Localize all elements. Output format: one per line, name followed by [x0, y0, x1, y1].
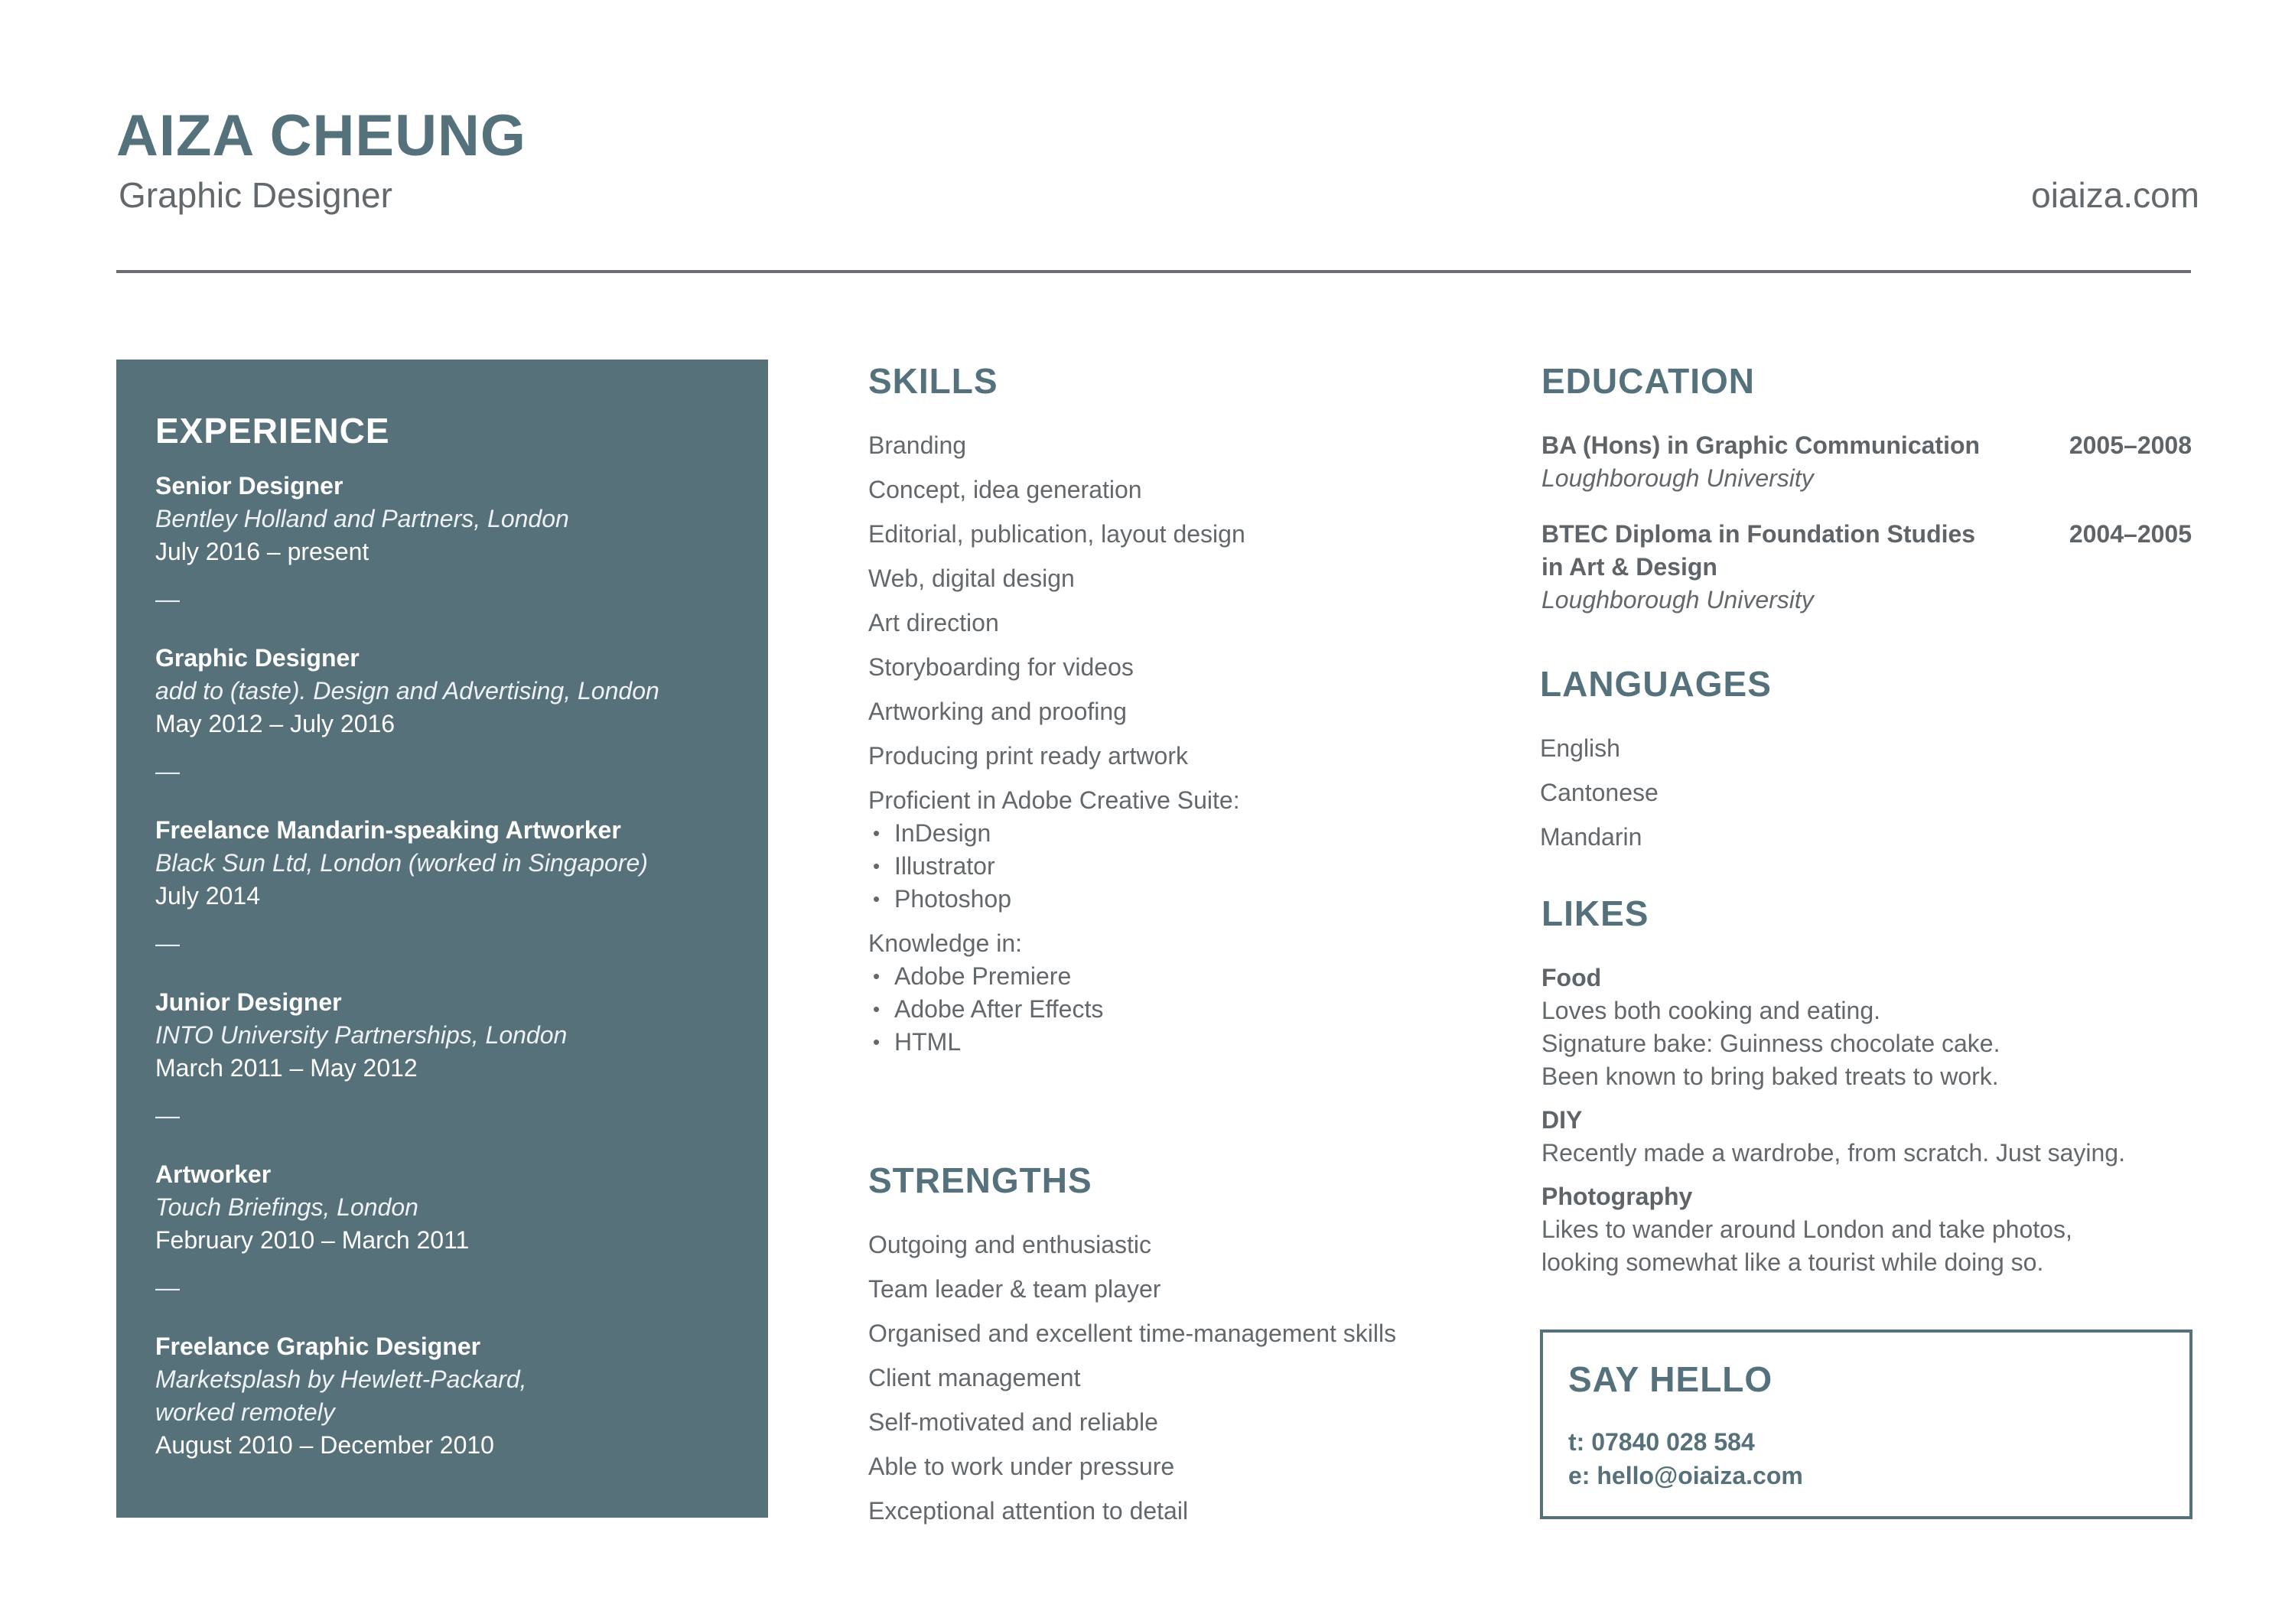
job-dates: May 2012 – July 2016 — [155, 710, 396, 737]
experience-item — [155, 1158, 737, 1257]
job-company: Marketsplash by Hewlett-Packard, — [155, 1365, 527, 1393]
skill-item: Editorial, publication, layout design — [868, 520, 1245, 548]
degree-school: Loughborough University — [1541, 464, 1814, 492]
job-company: Bentley Holland and Partners, London — [155, 505, 569, 532]
contact-email[interactable]: e: hello@oiaiza.com — [1568, 1462, 1803, 1489]
likes-section — [1541, 893, 2192, 1279]
language-item: Cantonese — [1540, 779, 1659, 806]
strengths-section — [868, 1160, 1496, 1528]
strengths-title: STRENGTHS — [868, 1160, 1092, 1200]
experience-item — [155, 986, 737, 1085]
strength-item: Exceptional attention to detail — [868, 1497, 1189, 1525]
like-text: looking somewhat like a tourist while doing so. — [1541, 1248, 2044, 1276]
strength-item: Self-motivated and reliable — [868, 1408, 1158, 1436]
skill-item: Art direction — [868, 609, 999, 636]
experience-separator: — — [155, 1102, 180, 1129]
strength-item: Client management — [868, 1364, 1081, 1391]
like-text: Likes to wander around London and take photos, — [1541, 1216, 2072, 1243]
skill-item: Artworking and proofing — [868, 698, 1127, 725]
education-entry — [1541, 429, 2192, 495]
experience-separator: — — [155, 757, 180, 785]
contact-phone[interactable]: t: 07840 028 584 — [1568, 1428, 1755, 1456]
job-title: Graphic Designer — [155, 644, 360, 672]
knowledge-skill: • Adobe After Effects — [868, 993, 1496, 1026]
adobe-skill: • Illustrator — [868, 850, 1496, 883]
header-divider — [116, 270, 2191, 273]
degree-title-line2: in Art & Design — [1541, 553, 1717, 581]
knowledge-label: Knowledge in: — [868, 929, 1023, 957]
job-title: Junior Designer — [155, 988, 342, 1016]
knowledge-skill: • HTML — [868, 1026, 1496, 1059]
knowledge-skill: • Adobe Premiere — [868, 960, 1496, 993]
job-title: Freelance Mandarin-speaking Artworker — [155, 816, 621, 844]
degree-school: Loughborough University — [1541, 586, 1814, 613]
contact-title: SAY HELLO — [1568, 1359, 1773, 1399]
education-title: EDUCATION — [1541, 361, 1756, 401]
adobe-skill: • Photoshop — [868, 883, 1496, 916]
skill-item: Producing print ready artwork — [868, 742, 1188, 770]
experience-panel — [116, 360, 768, 1518]
like-heading: DIY — [1541, 1106, 1583, 1134]
job-company: INTO University Partnerships, London — [155, 1021, 568, 1049]
strength-item: Able to work under pressure — [868, 1453, 1175, 1480]
job-company: Touch Briefings, London — [155, 1193, 418, 1221]
skills-title: SKILLS — [868, 361, 998, 401]
skill-item: Concept, idea generation — [868, 476, 1142, 503]
job-company: Black Sun Ltd, London (worked in Singapore) — [155, 849, 648, 877]
language-item: English — [1540, 734, 1620, 762]
experience-item — [155, 642, 737, 740]
job-dates: July 2014 — [155, 882, 260, 910]
education-entry — [1541, 518, 2192, 617]
experience-separator: — — [155, 585, 180, 613]
degree-title: BTEC Diploma in Foundation Studies — [1541, 520, 1976, 548]
language-item: Mandarin — [1540, 823, 1642, 851]
strength-item: Outgoing and enthusiastic — [868, 1231, 1152, 1258]
job-dates: August 2010 – December 2010 — [155, 1431, 494, 1459]
experience-separator: — — [155, 929, 180, 957]
job-dates: March 2011 – May 2012 — [155, 1054, 418, 1082]
candidate-name: AIZA CHEUNG — [116, 103, 526, 168]
strength-item: Team leader & team player — [868, 1275, 1161, 1303]
degree-title: BA (Hons) in Graphic Communication — [1541, 431, 1981, 459]
degree-years: 2004–2005 — [2069, 520, 2192, 548]
job-title: Senior Designer — [155, 472, 343, 500]
like-text: Been known to bring baked treats to work. — [1541, 1063, 1999, 1090]
like-text: Loves both cooking and eating. — [1541, 997, 1880, 1024]
job-dates: February 2010 – March 2011 — [155, 1226, 470, 1254]
like-text: Signature bake: Guinness chocolate cake. — [1541, 1030, 2000, 1057]
likes-title: LIKES — [1541, 893, 1649, 933]
job-company-line2: worked remotely — [155, 1398, 335, 1426]
experience-separator: — — [155, 1274, 180, 1301]
contact-box — [1540, 1329, 2192, 1519]
like-text: Recently made a wardrobe, from scratch. Just saying. — [1541, 1139, 2125, 1167]
degree-years: 2005–2008 — [2069, 431, 2192, 459]
languages-section — [1540, 666, 2190, 854]
job-company: add to (taste). Design and Advertising, London — [155, 677, 659, 705]
job-title: Freelance Graphic Designer — [155, 1333, 481, 1360]
skill-item: Storyboarding for videos — [868, 653, 1134, 681]
adobe-label: Proficient in Adobe Creative Suite: — [868, 786, 1240, 814]
job-dates: July 2016 – present — [155, 538, 369, 565]
skill-item: Web, digital design — [868, 565, 1075, 592]
skill-item: Branding — [868, 431, 967, 459]
skills-section — [868, 363, 1496, 1059]
languages-title: LANGUAGES — [1540, 664, 1772, 704]
experience-item — [155, 470, 737, 568]
job-title: Artworker — [155, 1160, 272, 1188]
experience-item — [155, 814, 737, 913]
candidate-role: Graphic Designer — [119, 175, 392, 215]
strength-item: Organised and excellent time-management skills — [868, 1320, 1397, 1347]
education-section — [1541, 363, 2192, 617]
like-heading: Food — [1541, 964, 1602, 991]
experience-title: EXPERIENCE — [155, 411, 390, 451]
like-heading: Photography — [1541, 1183, 1693, 1210]
website-link[interactable]: oiaiza.com — [2031, 175, 2199, 215]
experience-item — [155, 1330, 737, 1462]
adobe-skill: • InDesign — [868, 817, 1496, 850]
